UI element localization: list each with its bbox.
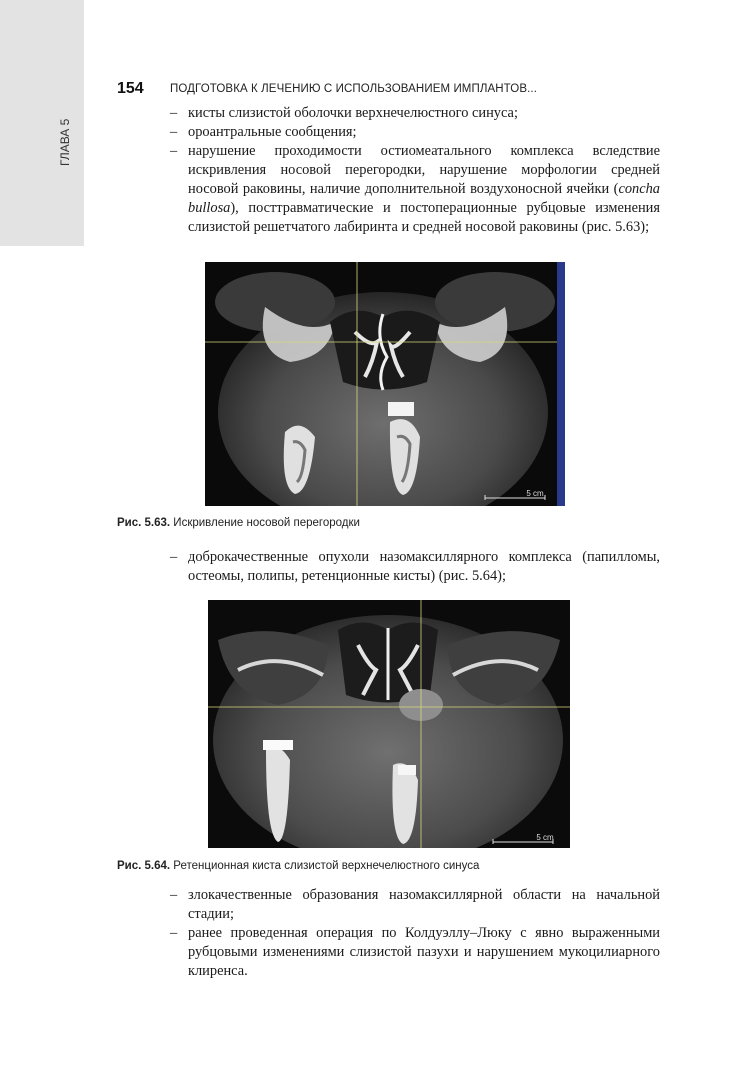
scale-bar-label: 5 cm (526, 489, 544, 498)
running-title: ПОДГОТОВКА К ЛЕЧЕНИЮ С ИСПОЛЬЗОВАНИЕМ ИМПЛАНТОВ... (170, 83, 537, 95)
bullet-list-3 (170, 886, 660, 981)
ct-scan-figure-5-63 (205, 262, 565, 506)
caption-number: Рис. 5.63. (117, 517, 171, 529)
figure-caption-5-64 (117, 860, 479, 872)
ct-scan-image (205, 262, 565, 506)
chapter-side-tab (0, 0, 84, 246)
list-item: – ороантральные сообщения; (170, 123, 660, 142)
figure-caption-5-63 (117, 517, 360, 529)
caption-text: Искривление носовой перегородки (170, 517, 360, 529)
caption-text: Ретенционная киста слизистой верхнечелюстного синуса (170, 860, 480, 872)
page-number: 154 (117, 80, 144, 97)
bullet-list-1 (170, 104, 660, 237)
latin-term: concha bullosa (188, 181, 660, 216)
ct-scan-image (208, 600, 570, 848)
list-item: – кисты слизистой оболочки верхнечелюстного синуса; (170, 104, 660, 123)
list-item: – доброкачественные опухоли назомаксиллярного комплекса (папилломы, остеомы, полипы, ретенционные кисты) (рис. 5.64); (170, 548, 660, 586)
ct-scan-figure-5-64 (208, 600, 570, 848)
caption-number: Рис. 5.64. (117, 860, 171, 872)
list-item: – злокачественные образования назомаксиллярной области на начальной стадии; (170, 886, 660, 924)
list-item: – ранее проведенная операция по Колдуэллу–Люку с явно выраженными рубцовыми изменениями слизистой пазухи и нарушением мукоцилиарного клиренса. (170, 924, 660, 981)
scale-bar-label: 5 cm (536, 833, 554, 842)
list-item (170, 142, 660, 237)
list-item-text-part: ), посттравматические и постоперационные рубцовые изменения слизистой решетчатого лабиринта и средней носовой раковины (рис. 5.63); (188, 200, 660, 235)
list-item-text-part: нарушение проходимости остиомеатального комплекса вследствие искривления носовой перегородки, нарушение морфологии средней носовой раковины, наличие дополнительной воздухоносной ячейки ( (188, 143, 660, 197)
chapter-label: ГЛАВА 5 (58, 118, 72, 166)
bullet-list-2 (170, 548, 660, 586)
